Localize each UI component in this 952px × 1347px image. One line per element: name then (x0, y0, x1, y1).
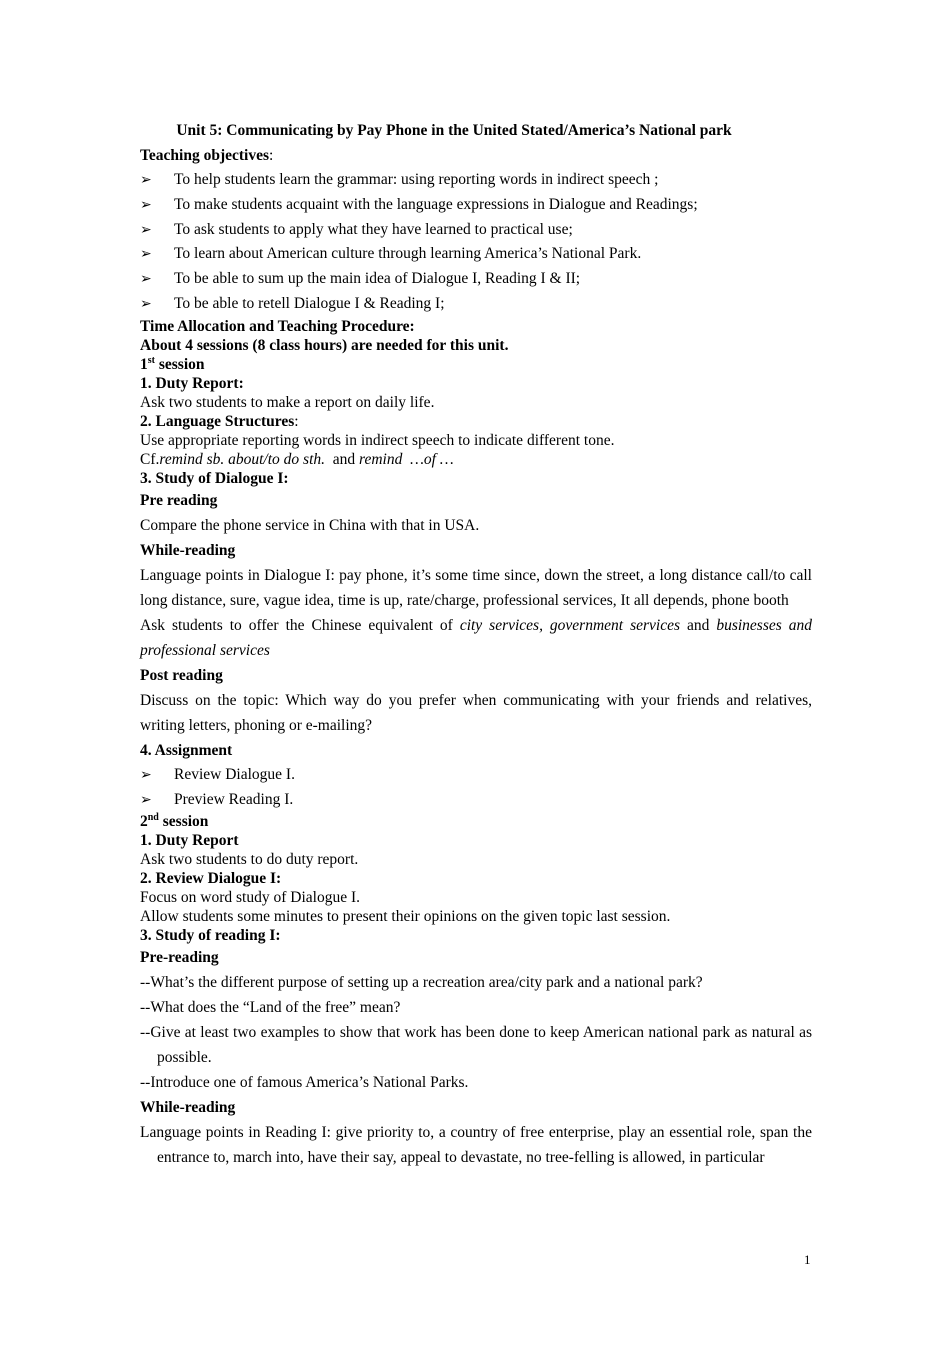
pre-reading-question: --Give at least two examples to show that work has been done to keep American national park as natural as possible. (140, 1024, 812, 1067)
session-ordinal: nd (147, 812, 159, 824)
assignment-heading: 4. Assignment (140, 741, 233, 759)
post-reading-text: Discuss on the topic: Which way do you prefer when communicating with your friends and relatives, writing letters, phoning or e-mailing? (140, 691, 812, 734)
while-reading-text: Language points in Reading I: give priority to, a country of free enterprise, play an essential role, span the entrance to, march into, have their say, appeal to devastate, no tree-felling is allowed, in particular (140, 1124, 812, 1167)
assignment-item (140, 763, 812, 788)
language-structures-heading (140, 412, 812, 431)
duty-report-heading: 1. Duty Report: (140, 374, 244, 392)
ask-phrase-2: businesses and professional services (140, 616, 812, 659)
while-reading-text: Language points in Dialogue I: pay phone, it’s some time since, down the street, a long distance call/to call long distance, sure, vague idea, time is up, rate/charge, professional services, It all depends, phone booth (140, 566, 812, 609)
assignment-item (140, 788, 812, 813)
review-dialogue-heading: 2. Review Dialogue I: (140, 870, 282, 888)
review-dialogue-text: Allow students some minutes to present their opinions on the given topic last session. (140, 908, 671, 926)
post-reading-heading: Post reading (140, 666, 223, 684)
session-ordinal: st (147, 354, 155, 366)
study-reading-heading: 3. Study of reading I: (140, 927, 281, 945)
objectives-colon: : (269, 147, 274, 164)
page-content (140, 118, 812, 1170)
duty-report-text: Ask two students to make a report on daily life. (140, 393, 435, 411)
objective-item (140, 193, 812, 218)
bullet-arrow-icon: ➢ (140, 196, 152, 213)
pre-reading-question: --What does the “Land of the free” mean? (140, 999, 401, 1017)
pre-reading-heading: Pre-reading (140, 949, 219, 967)
duty-report-text: Ask two students to do duty report. (140, 851, 359, 869)
cf-phrase-2: remind …of … (359, 450, 454, 468)
objective-text: To be able to retell Dialogue I & Reading I; (174, 294, 445, 312)
objectives-heading: Teaching objectives (140, 147, 270, 164)
pre-reading-question: --What’s the different purpose of setting up a recreation area/city park and a national park? (140, 974, 703, 992)
session-2-heading (140, 812, 812, 831)
while-reading-heading: While-reading (140, 541, 236, 559)
bullet-arrow-icon: ➢ (140, 172, 152, 188)
cf-phrase-1: remind sb. about/to do sth. (159, 450, 326, 468)
pre-reading-heading: Pre reading (140, 491, 218, 509)
pre-reading-text: Compare the phone service in China with that in USA. (140, 516, 480, 534)
assignment-text: Preview Reading I. (174, 790, 294, 808)
objective-text: To ask students to apply what they have learned to practical use; (174, 220, 573, 238)
language-structures-colon: : (294, 412, 299, 430)
document-title: Unit 5: Communicating by Pay Phone in the United Stated/America’s National park (176, 122, 732, 139)
duty-report-heading: 1. Duty Report (140, 832, 239, 850)
objective-text: To make students acquaint with the language expressions in Dialogue and Readings; (174, 195, 698, 213)
objective-text: To be able to sum up the main idea of Dialogue I, Reading I & II; (174, 270, 581, 288)
bullet-arrow-icon: ➢ (140, 766, 152, 783)
session-number: 1 (140, 355, 148, 373)
objective-item (140, 168, 812, 193)
language-structures-text: Use appropriate reporting words in indirect speech to indicate different tone. (140, 431, 615, 449)
ask-prefix: Ask students to offer the Chinese equivalent of (140, 616, 460, 634)
objective-item (140, 292, 812, 317)
bullet-arrow-icon: ➢ (140, 246, 152, 263)
time-allocation-heading: Time Allocation and Teaching Procedure: (140, 317, 415, 335)
session-label: session (154, 355, 205, 373)
ask-phrase-1: city services, government services (459, 616, 680, 634)
cf-line (140, 450, 812, 469)
while-reading-heading: While-reading (140, 1099, 236, 1117)
bullet-arrow-icon: ➢ (140, 295, 152, 312)
language-structures-title: 2. Language Structures (140, 412, 295, 430)
bullet-arrow-icon: ➢ (140, 791, 152, 808)
cf-prefix: Cf. (140, 450, 160, 468)
page-number: 1 (804, 1252, 811, 1267)
bullet-arrow-icon: ➢ (140, 271, 152, 288)
objective-item (140, 267, 812, 292)
objective-item (140, 218, 812, 243)
assignment-text: Review Dialogue I. (174, 765, 295, 783)
objective-text: To help students learn the grammar: using reporting words in indirect speech ; (174, 171, 659, 188)
objectives-heading-line (140, 143, 812, 168)
ask-and: and (680, 616, 717, 634)
chinese-equivalent-text (140, 613, 812, 663)
review-dialogue-text: Focus on word study of Dialogue I. (140, 889, 360, 907)
session-number: 2 (140, 813, 148, 831)
study-dialogue-heading: 3. Study of Dialogue I: (140, 469, 289, 487)
sessions-summary: About 4 sessions (8 class hours) are needed for this unit. (140, 336, 509, 354)
objective-item (140, 242, 812, 267)
session-1-heading (140, 355, 812, 374)
session-label: session (158, 813, 209, 831)
bullet-arrow-icon: ➢ (140, 221, 152, 238)
pre-reading-question: --Introduce one of famous America’s National Parks. (140, 1074, 469, 1092)
cf-and: and (325, 450, 360, 468)
objective-text: To learn about American culture through learning America’s National Park. (174, 245, 642, 263)
